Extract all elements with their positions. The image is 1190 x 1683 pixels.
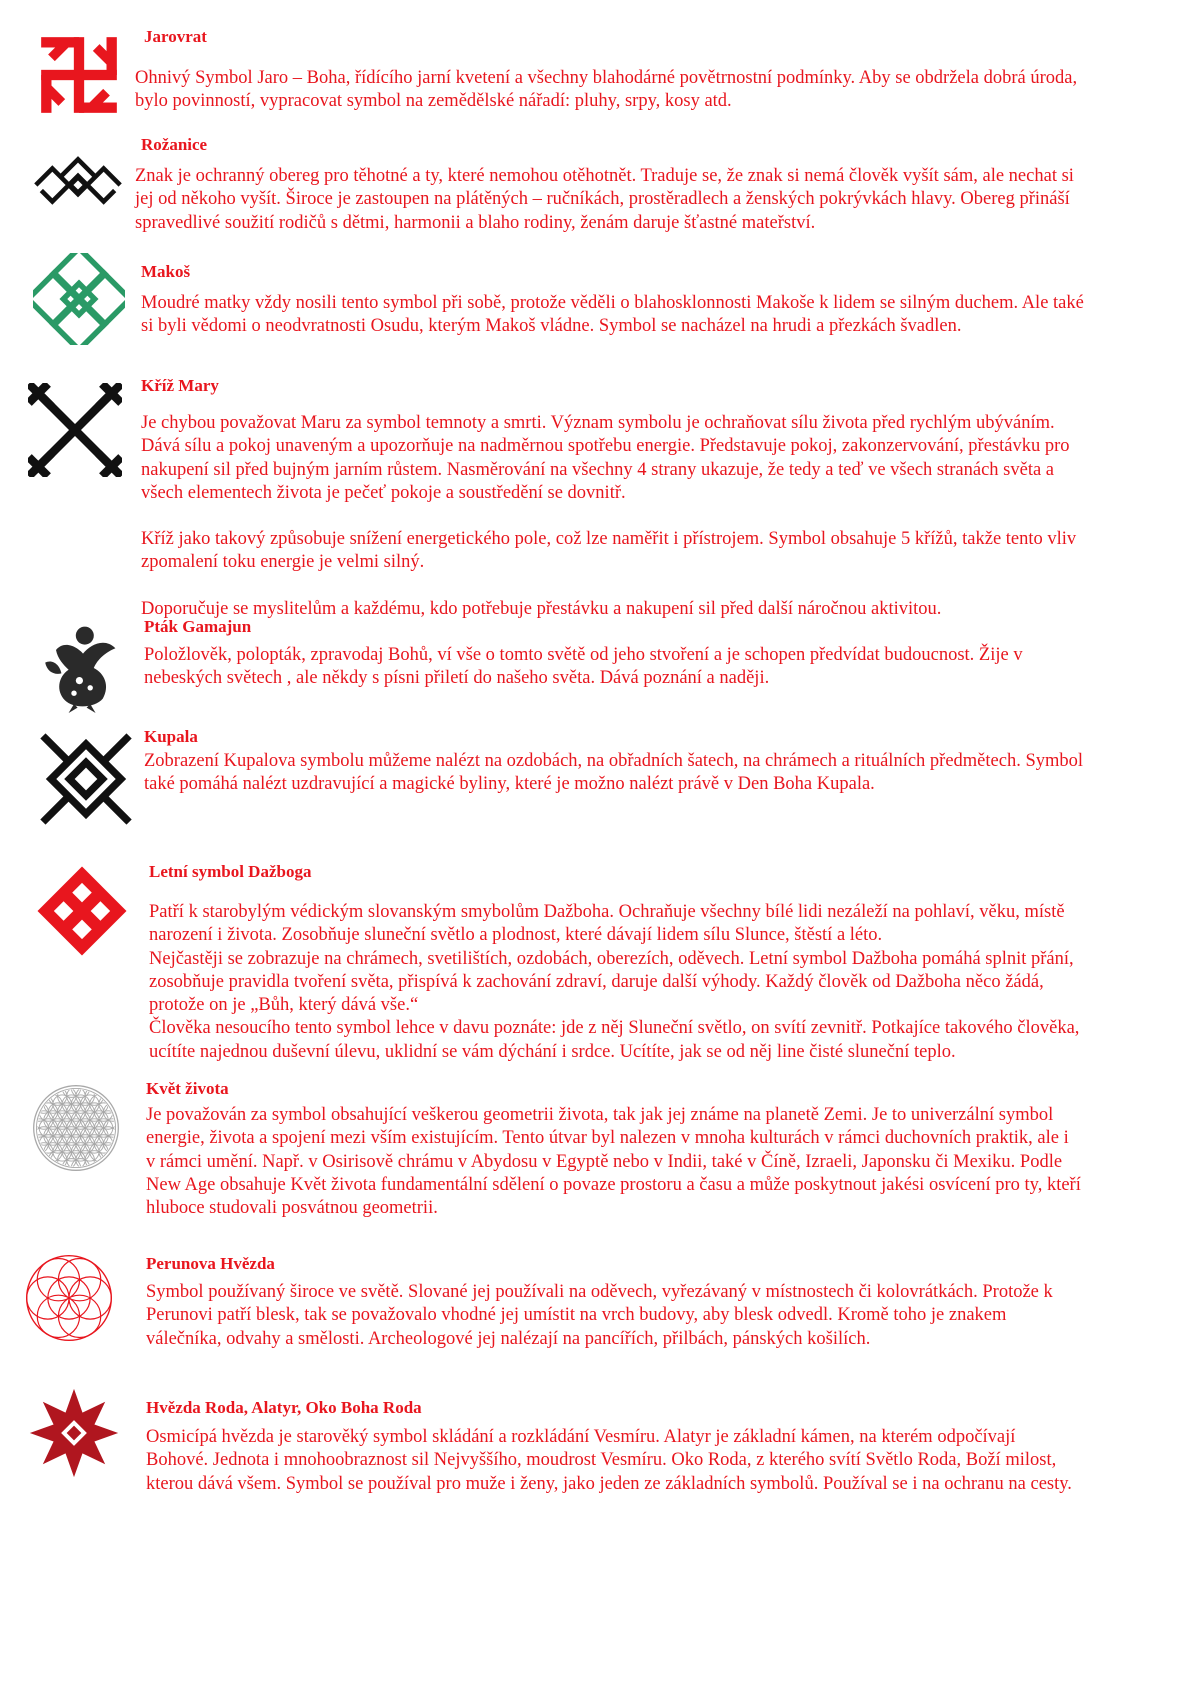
symbol-description (146, 1281, 1081, 1351)
symbol-title: Rožanice (141, 135, 208, 154)
alatyr-star-icon (28, 1387, 120, 1479)
symbol-title: Makoš (141, 262, 191, 281)
symbol-title: Květ života (146, 1079, 229, 1098)
symbol-title: Kupala (144, 727, 198, 746)
symbol-description (146, 1104, 1081, 1220)
description-paragraph: Doporučuje se myslitelům a každému, kdo potřebuje přestávku a nakupení sil před další náročnou aktivitou. (141, 598, 942, 619)
description-paragraph: Osmicípá hvězda je starověký symbol skládání a rozkládání Vesmíru. Alatyr je základní kámen, na kterém odpočívají Bohové. Jednota i mnohoobraznost sil Nejvyššího, moudrost Vesmíru. Oko Roda, z kterého svítí Světlo Roda, Boží milost, kterou dává všem. Symbol se používal pro muže i ženy, jako jeden ze základních symbolů. Používal se i na ochranu na cesty. (146, 1427, 1072, 1494)
jarovrat-icon (36, 32, 122, 118)
symbol-description (144, 750, 1089, 797)
kupala-icon (40, 733, 132, 825)
symbol-title: Letní symbol Dažboga (149, 862, 312, 881)
symbol-title: Hvězda Roda, Alatyr, Oko Boha Roda (146, 1398, 422, 1417)
description-paragraph: Moudré matky vždy nosili tento symbol při sobě, protože věděli o blahosklonnosti Makoše k lidem se silným duchem. Ale také si byli vědomi o neodvratnosti Osudu, kterým Makoš vládne. Symbol se nacházel na hrudi a přezkách švadlen. (141, 293, 1084, 337)
symbol-description (135, 165, 1095, 235)
symbol-title: Perunova Hvězda (146, 1254, 275, 1273)
description-paragraph: Ohnivý Symbol Jaro – Boha, řídícího jarní kvetení a všechny blahodárné povětrnostní podmínky. Aby se obdržela dobrá úroda, bylo povinností, vypracovat symbol na zemědělské nářadí: pluhy, srpy, kosy atd. (135, 68, 1078, 112)
symbol-description (144, 644, 1089, 691)
ptak-gamajun-icon (38, 622, 128, 714)
description-paragraph: Je chybou považovat Maru za symbol temnoty a smrti. Význam symbolu je ochraňovat sílu života před rychlým ubýváním. Dává sílu a pokoj unaveným a upozorňuje na nadměrnou spotřebu energie. Představuje pokoj, zakonzervování, přestávku pro nakupení sil před bujným jarním růstem. Nasměrování na všechny 4 strany ukazuje, že tedy a teď ve všech stranách světa a všech elementech života je pečeť pokoje a soustředění se dovnitř. (141, 413, 1070, 503)
symbol-description (141, 412, 1086, 621)
flower-of-life-icon (30, 1082, 122, 1174)
dazbog-summer-icon (36, 865, 128, 957)
symbol-title: Pták Gamajun (144, 617, 252, 636)
description-paragraph: Zobrazení Kupalova symbolu můžeme nalézt na ozdobách, na obřadních šatech, na chrámech a rituálních předmětech. Symbol také pomáhá nalézt uzdravující a magické byliny, které je možno nalézt právě v Den Boha Kupala. (144, 751, 1084, 795)
makos-icon (33, 253, 125, 345)
symbol-description (146, 1426, 1081, 1496)
symbol-description (149, 901, 1089, 1064)
rozanice-icon (32, 152, 124, 207)
description-paragraph: Znak je ochranný obereg pro těhotné a ty, které nemohou otěhotnět. Traduje se, že znak si nemá člověk vyšít sám, ale nechat si jej od někoho vyšít. Široce je zastoupen na plátěných – ručníkách, prostěradlech a ženských pokrývkách hlavy. Obereg přináší spravedlivé soužití rodičů s dětmi, harmonii a blaho rodiny, ženám daruje šťastné mateřství. (135, 166, 1074, 233)
symbol-description (135, 67, 1095, 114)
description-paragraph: Je považován za symbol obsahující veškerou geometrii života, tak jak jej známe na planetě Zemi. Je to univerzální symbol energie, života a spojení mezi vším existujícím. Tento útvar byl nalezen v mnoha kulturách v rámci duchovních praktik, ale i v rámci umění. Např. v Osirisově chrámu v Abydosu v Egyptě nebo v Indii, také v Číně, Izraeli, Japonsku či Mexiku. Podle New Age obsahuje Květ života fundamentální sdělení o povaze prostoru a času a může poskytnout jakési osvícení pro ty, kteří hluboce studovali posvátnou geometrii. (146, 1105, 1081, 1219)
description-paragraph: Položlověk, polopták, zpravodaj Bohů, ví vše o tomto světě od jeho stvoření a je schopen předvídat budoucnost. Žije v nebeských světech , ale někdy s písni přiletí do našeho světa. Dává poznání a naději. (144, 645, 1023, 689)
symbol-title: Jarovrat (144, 27, 207, 46)
symbol-description (141, 292, 1086, 339)
description-paragraph: Kříž jako takový způsobuje snížení energetického pole, což lze naměřit i přístrojem. Symbol obsahuje 5 křížů, takže tento vliv zpomalení toku energie je velmi silný. (141, 529, 1077, 573)
description-paragraph: Symbol používaný široce ve světě. Slované jej používali na oděvech, vyřezávaný v místnostech či kolovrátkách. Protože k Perunovi patří blesk, tak se považovalo vhodné jej umístit na vrch budovy, aby blesk odvedl. Kromě toho je znakem válečníka, odvahy a smělosti. Archeologové jej nalézají na pancířích, přilbách, pánských košilích. (146, 1282, 1053, 1349)
perun-star-icon (23, 1252, 115, 1344)
description-paragraph: Člověka nesoucího tento symbol lehce v davu poznáte: jde z něj Sluneční světlo, on svítí zevnitř. Potkajíce takového člověka, ucítíte najednou duševní úlevu, uklidní se vám dýchání i srdce. Ucítíte, jak se od něj line čisté sluneční teplo. (149, 1018, 1080, 1062)
symbol-title: Kříž Mary (141, 376, 219, 395)
description-paragraph: Patří k starobylým védickým slovanským smybolům Dažboha. Ochraňuje všechny bílé lidi nezáleží na pohlaví, věku, místě narození i života. Zosobňuje sluneční světlo a plodnost, které dávají lidem sílu Slunce, štěstí a léto. (149, 902, 1065, 946)
description-paragraph: Nejčastěji se zobrazuje na chrámech, svetilištích, ozdobách, oberezích, oděvech. Letní symbol Dažboha pomáhá splnit přání, zosobňuje pravidla tvoření světa, přispívá k zachování zdraví, daruje další výhody. Každý člověk od Dažboha něco žádá, protože on je „Bůh, který dává vše.“ (149, 948, 1074, 1016)
kriz-mary-icon (28, 383, 122, 477)
